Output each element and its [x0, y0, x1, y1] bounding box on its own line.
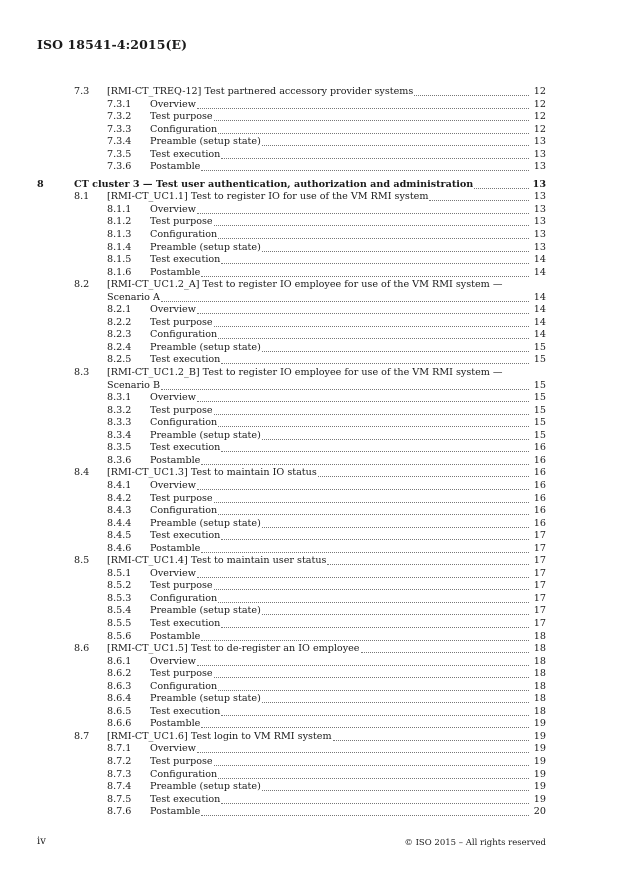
dot-leader [197, 204, 529, 214]
toc-entry-title: Overview [150, 304, 196, 316]
toc-entry-title: Configuration [150, 417, 218, 429]
toc-entry-title: Configuration [150, 123, 218, 135]
toc-entry[interactable] [37, 161, 546, 174]
toc-entry[interactable] [37, 781, 546, 794]
page-number: iv [37, 836, 46, 847]
toc-entry-number: 8.6.2 [107, 668, 132, 680]
toc-entry[interactable] [37, 342, 546, 355]
toc-entry-title: Test purpose [150, 216, 213, 228]
toc-entry[interactable] [37, 756, 546, 769]
toc-entry-number: 8.7 [74, 730, 90, 742]
toc-entry[interactable] [37, 668, 546, 681]
toc-entry[interactable] [37, 279, 546, 292]
dot-leader [221, 442, 529, 452]
dot-leader [262, 430, 529, 440]
toc-entry-page: 13 [533, 136, 546, 148]
toc-entry-title: Postamble [150, 630, 201, 642]
toc-entry-page: 19 [533, 755, 546, 767]
toc-entry[interactable] [37, 111, 546, 124]
toc-entry-number: 8.1.3 [107, 229, 132, 241]
dot-leader [221, 706, 529, 716]
dot-leader [214, 111, 529, 121]
toc-entry-number: 8.6.4 [107, 693, 132, 705]
toc-entry-number: 8.5.6 [107, 630, 132, 642]
toc-entry[interactable] [37, 656, 546, 669]
toc-entry-number: 8.2.5 [107, 354, 132, 366]
dot-leader [218, 681, 529, 691]
toc-entry-number: 8.7.2 [107, 755, 132, 767]
toc-entry-number: 8.4.1 [107, 479, 132, 491]
toc-entry[interactable] [37, 505, 546, 518]
toc-entry-title: Preamble (setup state) [150, 605, 261, 617]
toc-entry-title: Configuration [150, 592, 218, 604]
toc-entry-page: 15 [533, 341, 546, 353]
toc-entry-page: 17 [533, 617, 546, 629]
toc-entry-page: 20 [533, 806, 546, 818]
dot-leader [262, 136, 529, 146]
toc-entry-page: 18 [533, 680, 546, 692]
toc-entry-title: Test purpose [150, 492, 213, 504]
toc-entry-number: 8.7.1 [107, 743, 132, 755]
toc-entry[interactable] [37, 618, 546, 631]
toc-entry-number: 8.2 [74, 279, 90, 291]
toc-entry-page: 16 [533, 492, 546, 504]
toc-entry-number: 7.3.2 [107, 111, 132, 123]
dot-leader [262, 342, 529, 352]
toc-entry[interactable] [37, 493, 546, 506]
toc-entry-number: 8.1.6 [107, 266, 132, 278]
toc-entry-title: Test purpose [150, 111, 213, 123]
dot-leader [318, 467, 529, 477]
toc-entry-page: 19 [533, 781, 546, 793]
dot-leader [262, 781, 529, 791]
toc-entry[interactable] [37, 99, 546, 112]
toc-entry-number: 8.4.3 [107, 505, 132, 517]
toc-entry-page: 19 [533, 743, 546, 755]
toc-entry-page: 19 [533, 730, 546, 742]
toc-entry[interactable] [37, 555, 546, 568]
dot-leader [474, 179, 529, 189]
toc-entry-title-cont: Scenario B [107, 379, 161, 391]
dot-leader [201, 543, 529, 553]
toc-entry[interactable] [37, 593, 546, 606]
dot-leader [218, 229, 529, 239]
toc-entry-page: 13 [533, 203, 546, 215]
toc-entry-title: Preamble (setup state) [150, 341, 261, 353]
toc-entry-title: Test execution [150, 354, 221, 366]
toc-entry-number: 8.4 [74, 467, 90, 479]
toc-entry-page: 13 [533, 216, 546, 228]
toc-entry-title: Test purpose [150, 755, 213, 767]
toc-entry[interactable] [37, 693, 546, 706]
toc-entry[interactable] [37, 806, 546, 819]
toc-entry[interactable] [37, 430, 546, 443]
dot-leader [361, 643, 530, 653]
toc-entry-number: 8.1.5 [107, 254, 132, 266]
document-header: ISO 18541-4:2015(E) [37, 37, 188, 52]
dot-leader [218, 769, 529, 779]
toc-entry-title: Test execution [150, 617, 221, 629]
toc-entry-title: Overview [150, 203, 196, 215]
toc-entry-number: 8.5.3 [107, 592, 132, 604]
dot-leader [214, 493, 529, 503]
toc-entry-page: 15 [533, 354, 546, 366]
dot-leader [218, 124, 529, 134]
toc-entry-page: 14 [533, 304, 546, 316]
toc-entry-title: Configuration [150, 768, 218, 780]
toc-entry-number: 8.5.1 [107, 567, 132, 579]
toc-entry[interactable] [37, 317, 546, 330]
dot-leader [197, 304, 529, 314]
toc-entry-title: Configuration [150, 229, 218, 241]
toc-entry-page: 15 [533, 417, 546, 429]
dot-leader [214, 317, 529, 327]
toc-entry[interactable] [37, 417, 546, 430]
dot-leader [327, 555, 529, 565]
toc-entry-number: 8.2.4 [107, 341, 132, 353]
toc-entry-title: Postamble [150, 806, 201, 818]
toc-entry-title: Configuration [150, 505, 218, 517]
toc-entry-page: 13 [533, 161, 546, 173]
toc-entry-page: 17 [533, 592, 546, 604]
toc-entry-number: 8.6.5 [107, 705, 132, 717]
toc-entry[interactable] [37, 354, 546, 367]
toc-entry-title: Preamble (setup state) [150, 429, 261, 441]
toc-entry-title: Preamble (setup state) [150, 693, 261, 705]
toc-entry-page: 16 [533, 442, 546, 454]
toc-entry-page: 13 [532, 178, 546, 190]
toc-entry-number: 7.3.5 [107, 148, 132, 160]
toc-entry-page: 14 [533, 316, 546, 328]
toc-entry-number: 8.3.3 [107, 417, 132, 429]
toc-entry-number: 7.3.6 [107, 161, 132, 173]
toc-entry-number: 8 [37, 178, 44, 190]
toc-entry-title: Preamble (setup state) [150, 241, 261, 253]
toc-entry-number: 7.3.3 [107, 123, 132, 135]
toc-entry-title: Preamble (setup state) [150, 136, 261, 148]
toc-entry-title: Overview [150, 479, 196, 491]
toc-entry-number: 8.3.6 [107, 454, 132, 466]
toc-entry-number: 8.1.2 [107, 216, 132, 228]
dot-leader [161, 292, 529, 302]
toc-entry-number: 8.4.4 [107, 517, 132, 529]
toc-entry[interactable] [37, 229, 546, 242]
toc-entry-page: 15 [533, 379, 546, 391]
toc-entry-title: [RMI-CT_UC1.4] Test to maintain user status [107, 555, 327, 567]
dot-leader [197, 392, 529, 402]
toc-entry-title: Postamble [150, 542, 201, 554]
toc-entry-number: 8.4.5 [107, 530, 132, 542]
dot-leader [214, 216, 529, 226]
toc-entry-title: [RMI-CT_TREQ-12] Test partnered accessory provider systems [107, 86, 414, 97]
toc-entry-page: 18 [533, 643, 546, 655]
toc-entry[interactable] [37, 242, 546, 255]
toc-entry-title-cont: Scenario A [107, 291, 160, 303]
toc-entry-number: 8.1 [74, 191, 90, 203]
toc-entry[interactable] [37, 769, 546, 782]
toc-entry-number: 8.5.4 [107, 605, 132, 617]
toc-entry-number: 8.4.2 [107, 492, 132, 504]
toc-entry-title: Preamble (setup state) [150, 781, 261, 793]
toc-entry[interactable] [37, 718, 546, 731]
toc-entry[interactable] [37, 731, 546, 744]
toc-entry-number: 8.7.5 [107, 793, 132, 805]
toc-entry-title: [RMI-CT_UC1.3] Test to maintain IO status [107, 467, 317, 479]
dot-leader [218, 505, 529, 515]
toc-entry-page: 19 [533, 793, 546, 805]
toc-entry-title: Overview [150, 567, 196, 579]
toc-entry-title: Configuration [150, 329, 218, 341]
toc-entry-number: 8.2.1 [107, 304, 132, 316]
dot-leader [221, 149, 529, 159]
toc-entry-title: Postamble [150, 161, 201, 173]
toc-entry-page: 17 [533, 555, 546, 567]
toc-entry-number: 8.4.6 [107, 542, 132, 554]
toc-entry-page: 15 [533, 392, 546, 404]
toc-entry-title: Postamble [150, 266, 201, 278]
toc-entry-page: 13 [533, 191, 546, 203]
toc-entry-page: 12 [533, 123, 546, 135]
toc-entry[interactable] [37, 442, 546, 455]
dot-leader [201, 718, 529, 728]
toc-entry[interactable] [37, 86, 546, 99]
toc-entry-number: 8.2.3 [107, 329, 132, 341]
toc-entry[interactable] [37, 204, 546, 217]
toc-entry-page: 15 [533, 429, 546, 441]
toc-entry-number: 8.6.1 [107, 655, 132, 667]
dot-leader [218, 593, 529, 603]
dot-leader [197, 743, 529, 753]
toc-entry[interactable] [37, 267, 546, 280]
toc-entry-number: 8.6.3 [107, 680, 132, 692]
dot-leader [262, 693, 529, 703]
toc-entry-page: 17 [533, 530, 546, 542]
toc-entry-title: Test execution [150, 530, 221, 542]
toc-entry-title: Configuration [150, 680, 218, 692]
toc-entry[interactable] [37, 467, 546, 480]
toc-entry-page: 18 [533, 693, 546, 705]
toc-entry-number: 7.3.4 [107, 136, 132, 148]
toc-entry[interactable] [37, 643, 546, 656]
toc-entry-page: 12 [533, 86, 546, 97]
toc-entry[interactable] [37, 605, 546, 618]
toc-entry-title: Overview [150, 655, 196, 667]
toc-entry[interactable] [37, 179, 546, 192]
dot-leader [214, 668, 529, 678]
toc-entry[interactable] [37, 543, 546, 556]
toc-entry-title: Test execution [150, 254, 221, 266]
toc-entry[interactable] [37, 580, 546, 593]
toc-entry-title: Overview [150, 743, 196, 755]
toc-entry-title: Postamble [150, 718, 201, 730]
toc-entry-continuation[interactable] [37, 380, 546, 393]
toc-entry-title: CT cluster 3 — Test user authentication, authorization and administration [74, 178, 474, 190]
toc-entry-title: [RMI-CT_UC1.1] Test to register IO for use of the VM RMI system [107, 191, 429, 203]
toc-entry-title: [RMI-CT_UC1.6] Test login to VM RMI system [107, 730, 332, 742]
toc-entry-title: Test execution [150, 705, 221, 717]
toc-entry-page: 18 [533, 705, 546, 717]
toc-entry-number: 8.3 [74, 367, 90, 379]
toc-entry[interactable] [37, 216, 546, 229]
toc-entry[interactable] [37, 568, 546, 581]
toc-entry-title: [RMI-CT_UC1.2_A] Test to register IO employee for use of the VM RMI system — [107, 279, 503, 291]
toc-entry-page: 18 [533, 630, 546, 642]
dot-leader [221, 254, 529, 264]
toc-entry[interactable] [37, 794, 546, 807]
toc-entry[interactable] [37, 392, 546, 405]
toc-entry-page: 12 [533, 111, 546, 123]
toc-entry[interactable] [37, 455, 546, 468]
dot-leader [218, 329, 529, 339]
toc-entry-number: 8.5.2 [107, 580, 132, 592]
toc-entry-number: 8.3.2 [107, 404, 132, 416]
toc-entry-page: 18 [533, 655, 546, 667]
dot-leader [214, 756, 529, 766]
dot-leader [201, 267, 529, 277]
toc-entry-page: 19 [533, 718, 546, 730]
toc-entry-page: 16 [533, 467, 546, 479]
dot-leader [262, 518, 529, 528]
toc-entry-page: 16 [533, 517, 546, 529]
toc-entry-page: 14 [533, 254, 546, 266]
dot-leader [414, 86, 529, 96]
dot-leader [218, 417, 529, 427]
dot-leader [197, 568, 529, 578]
toc-entry-page: 13 [533, 241, 546, 253]
dot-leader [429, 191, 529, 201]
toc-entry-number: 7.3.1 [107, 98, 132, 110]
table-of-contents [37, 86, 546, 819]
toc-entry-page: 15 [533, 404, 546, 416]
toc-entry-title: Overview [150, 98, 196, 110]
dot-leader [221, 794, 529, 804]
toc-entry-page: 17 [533, 567, 546, 579]
dot-leader [201, 631, 529, 641]
toc-entry-number: 8.1.4 [107, 241, 132, 253]
toc-entry-page: 16 [533, 454, 546, 466]
toc-entry-page: 16 [533, 479, 546, 491]
toc-entry-title: Test purpose [150, 404, 213, 416]
toc-entry[interactable] [37, 329, 546, 342]
toc-entry-number: 8.1.1 [107, 203, 132, 215]
toc-entry[interactable] [37, 124, 546, 137]
copyright-notice: © ISO 2015 – All rights reserved [404, 838, 546, 848]
toc-entry-page: 18 [533, 668, 546, 680]
toc-entry-title: Test execution [150, 793, 221, 805]
dot-leader [221, 354, 529, 364]
toc-entry-number: 8.6.6 [107, 718, 132, 730]
toc-entry-title: Postamble [150, 454, 201, 466]
toc-entry-page: 17 [533, 580, 546, 592]
toc-entry-title: [RMI-CT_UC1.2_B] Test to register IO employee for use of the VM RMI system — [107, 367, 503, 379]
toc-entry-title: Test execution [150, 148, 221, 160]
dot-leader [221, 618, 529, 628]
toc-entry-number: 8.6 [74, 643, 90, 655]
toc-entry-number: 8.3.4 [107, 429, 132, 441]
toc-entry[interactable] [37, 136, 546, 149]
dot-leader [197, 656, 529, 666]
toc-entry-page: 14 [533, 291, 546, 303]
toc-entry[interactable] [37, 631, 546, 644]
toc-entry-page: 12 [533, 98, 546, 110]
toc-entry[interactable] [37, 149, 546, 162]
toc-entry[interactable] [37, 405, 546, 418]
toc-entry-number: 8.7.3 [107, 768, 132, 780]
toc-entry-title: [RMI-CT_UC1.5] Test to de-register an IO employee [107, 643, 360, 655]
dot-leader [214, 580, 529, 590]
dot-leader [221, 530, 529, 540]
dot-leader [262, 605, 529, 615]
toc-entry[interactable] [37, 681, 546, 694]
toc-entry[interactable] [37, 367, 546, 380]
toc-entry[interactable] [37, 530, 546, 543]
toc-entry-number: 8.5 [74, 555, 90, 567]
toc-entry-title: Overview [150, 392, 196, 404]
toc-entry-number: 7.3 [74, 86, 90, 97]
toc-entry-page: 14 [533, 266, 546, 278]
toc-entry-page: 16 [533, 505, 546, 517]
toc-entry-number: 8.7.6 [107, 806, 132, 818]
toc-entry-page: 14 [533, 329, 546, 341]
toc-entry[interactable] [37, 706, 546, 719]
toc-entry[interactable] [37, 191, 546, 204]
toc-entry-title: Test execution [150, 442, 221, 454]
toc-entry-title: Test purpose [150, 580, 213, 592]
dot-leader [333, 731, 529, 741]
toc-entry[interactable] [37, 743, 546, 756]
toc-entry-page: 19 [533, 768, 546, 780]
toc-entry-page: 13 [533, 229, 546, 241]
toc-entry-page: 13 [533, 148, 546, 160]
toc-entry-number: 8.3.1 [107, 392, 132, 404]
toc-entry[interactable] [37, 304, 546, 317]
dot-leader [214, 405, 529, 415]
dot-leader [161, 380, 529, 390]
toc-entry[interactable] [37, 480, 546, 493]
toc-entry-title: Test purpose [150, 316, 213, 328]
dot-leader [201, 806, 529, 816]
toc-entry-title: Preamble (setup state) [150, 517, 261, 529]
dot-leader [197, 99, 529, 109]
toc-entry-page: 17 [533, 542, 546, 554]
dot-leader [262, 242, 529, 252]
toc-entry[interactable] [37, 518, 546, 531]
dot-leader [201, 161, 529, 171]
toc-entry-number: 8.2.2 [107, 316, 132, 328]
toc-entry-continuation[interactable] [37, 292, 546, 305]
toc-entry-page: 17 [533, 605, 546, 617]
toc-entry[interactable] [37, 254, 546, 267]
dot-leader [201, 455, 529, 465]
toc-entry-number: 8.3.5 [107, 442, 132, 454]
dot-leader [197, 480, 529, 490]
toc-entry-number: 8.7.4 [107, 781, 132, 793]
toc-entry-number: 8.5.5 [107, 617, 132, 629]
toc-entry-title: Test purpose [150, 668, 213, 680]
